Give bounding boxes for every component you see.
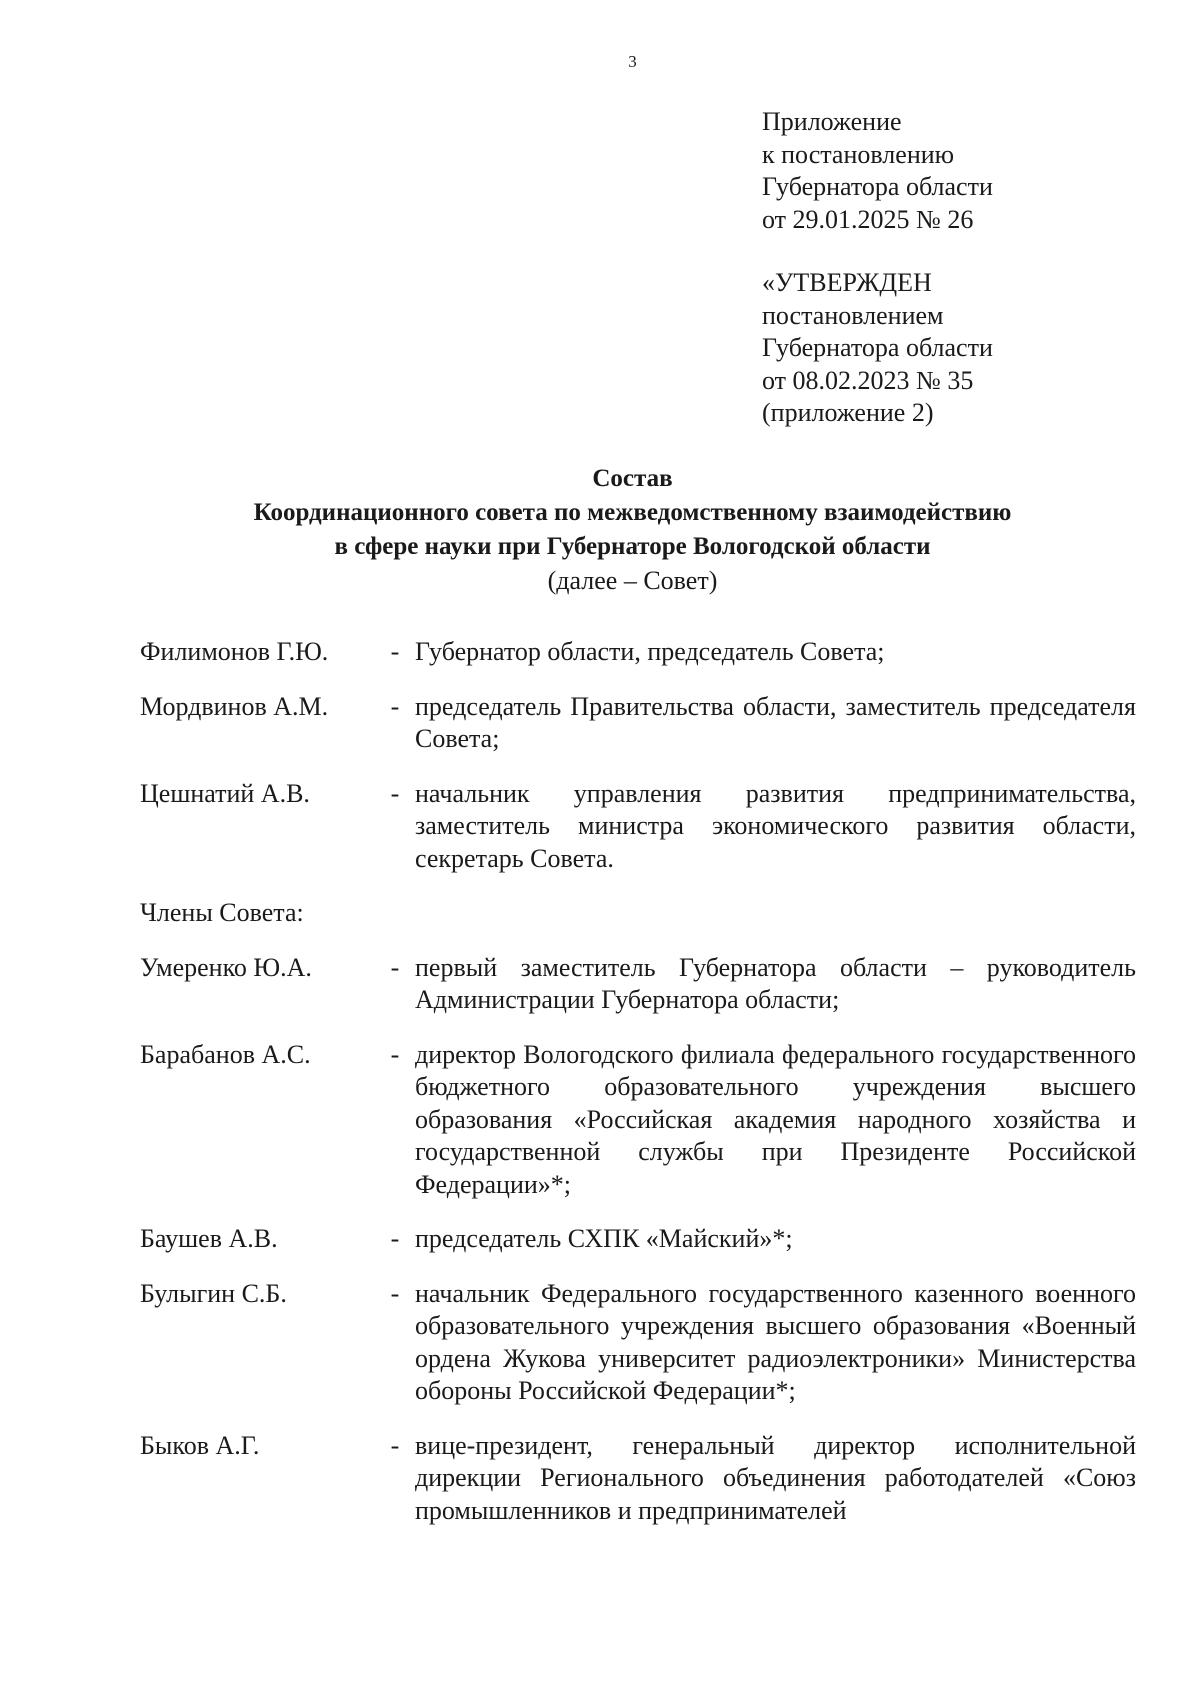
member-name: Барабанов А.С. <box>140 1039 311 1069</box>
approval-line: «УТВЕРЖДЕН <box>762 268 932 297</box>
approval-reference <box>762 267 993 430</box>
separator-dash: - <box>390 1430 400 1460</box>
approval-line: постановлением <box>762 300 944 330</box>
separator-dash: - <box>390 1039 400 1069</box>
title-line: Состав <box>592 465 673 492</box>
member-row <box>140 636 1136 669</box>
member-row <box>140 1223 1136 1256</box>
separator-dash: - <box>390 952 400 982</box>
title-line: в сфере науки при Губернаторе Вологодской области <box>334 533 931 560</box>
member-role: вице-президент, генеральный директор исполнительной дирекции Регионального объединения работодателей «Союз промышленников и предпринимателей <box>415 1430 1136 1525</box>
title-subline: (далее – Совет) <box>547 566 718 595</box>
member-role: первый заместитель Губернатора области – руководитель Администрации Губернатора области; <box>415 952 1136 1014</box>
member-row <box>140 1278 1136 1408</box>
member-name: Мордвинов А.М. <box>140 691 329 721</box>
member-role: начальник Федерального государственного казенного военного образовательного учреждения высшего образования «Военный ордена Жукова университет радиоэлектроники» Министерства обороны Российской Федерации*; <box>415 1278 1136 1405</box>
appendix-line: от 29.01.2025 № 26 <box>762 204 974 234</box>
separator-dash: - <box>390 637 400 666</box>
appendix-line: к постановлению <box>762 139 955 169</box>
approval-line: Губернатора области <box>762 333 993 362</box>
member-role: директор Вологодского филиала федерального государственного бюджетного образовательного учреждения высшего образования «Российская академия народного хозяйства и государственной службы при Президенте Российской Федерации»*; <box>415 1039 1136 1199</box>
separator-dash: - <box>390 778 400 808</box>
member-name: Цешнатий А.В. <box>140 778 310 808</box>
members-section-label: Члены Совета: <box>140 898 304 927</box>
title-line: Координационного совета по межведомственному взаимодействию <box>253 499 1012 526</box>
member-name: Булыгин С.Б. <box>140 1278 287 1308</box>
separator-dash: - <box>390 1224 400 1253</box>
approval-line: (приложение 2) <box>762 398 934 427</box>
approval-line: от 08.02.2023 № 35 <box>762 365 974 395</box>
member-row <box>140 952 1136 1017</box>
separator-dash: - <box>390 1278 400 1308</box>
document-title <box>0 462 1200 598</box>
separator-dash: - <box>390 691 400 721</box>
member-role: председатель СХПК «Майский»*; <box>415 1224 793 1253</box>
member-name: Умеренко Ю.А. <box>140 952 312 982</box>
member-row <box>140 1430 1136 1528</box>
member-role: председатель Правительства области, заместитель председателя Совета; <box>415 691 1136 753</box>
page-number: 3 <box>628 52 637 71</box>
member-row <box>140 691 1136 756</box>
member-name: Филимонов Г.Ю. <box>140 637 329 666</box>
appendix-line: Приложение <box>762 107 902 136</box>
member-name: Баушев А.В. <box>140 1224 278 1253</box>
appendix-reference <box>762 106 993 236</box>
member-name: Быков А.Г. <box>140 1430 260 1460</box>
council-composition <box>140 636 1136 1549</box>
appendix-line: Губернатора области <box>762 172 993 201</box>
member-row <box>140 778 1136 876</box>
member-row <box>140 1039 1136 1202</box>
member-role: Губернатор области, председатель Совета; <box>415 637 885 666</box>
member-role: начальник управления развития предпринимательства, заместитель министра экономического развития области, секретарь Совета. <box>415 778 1136 873</box>
